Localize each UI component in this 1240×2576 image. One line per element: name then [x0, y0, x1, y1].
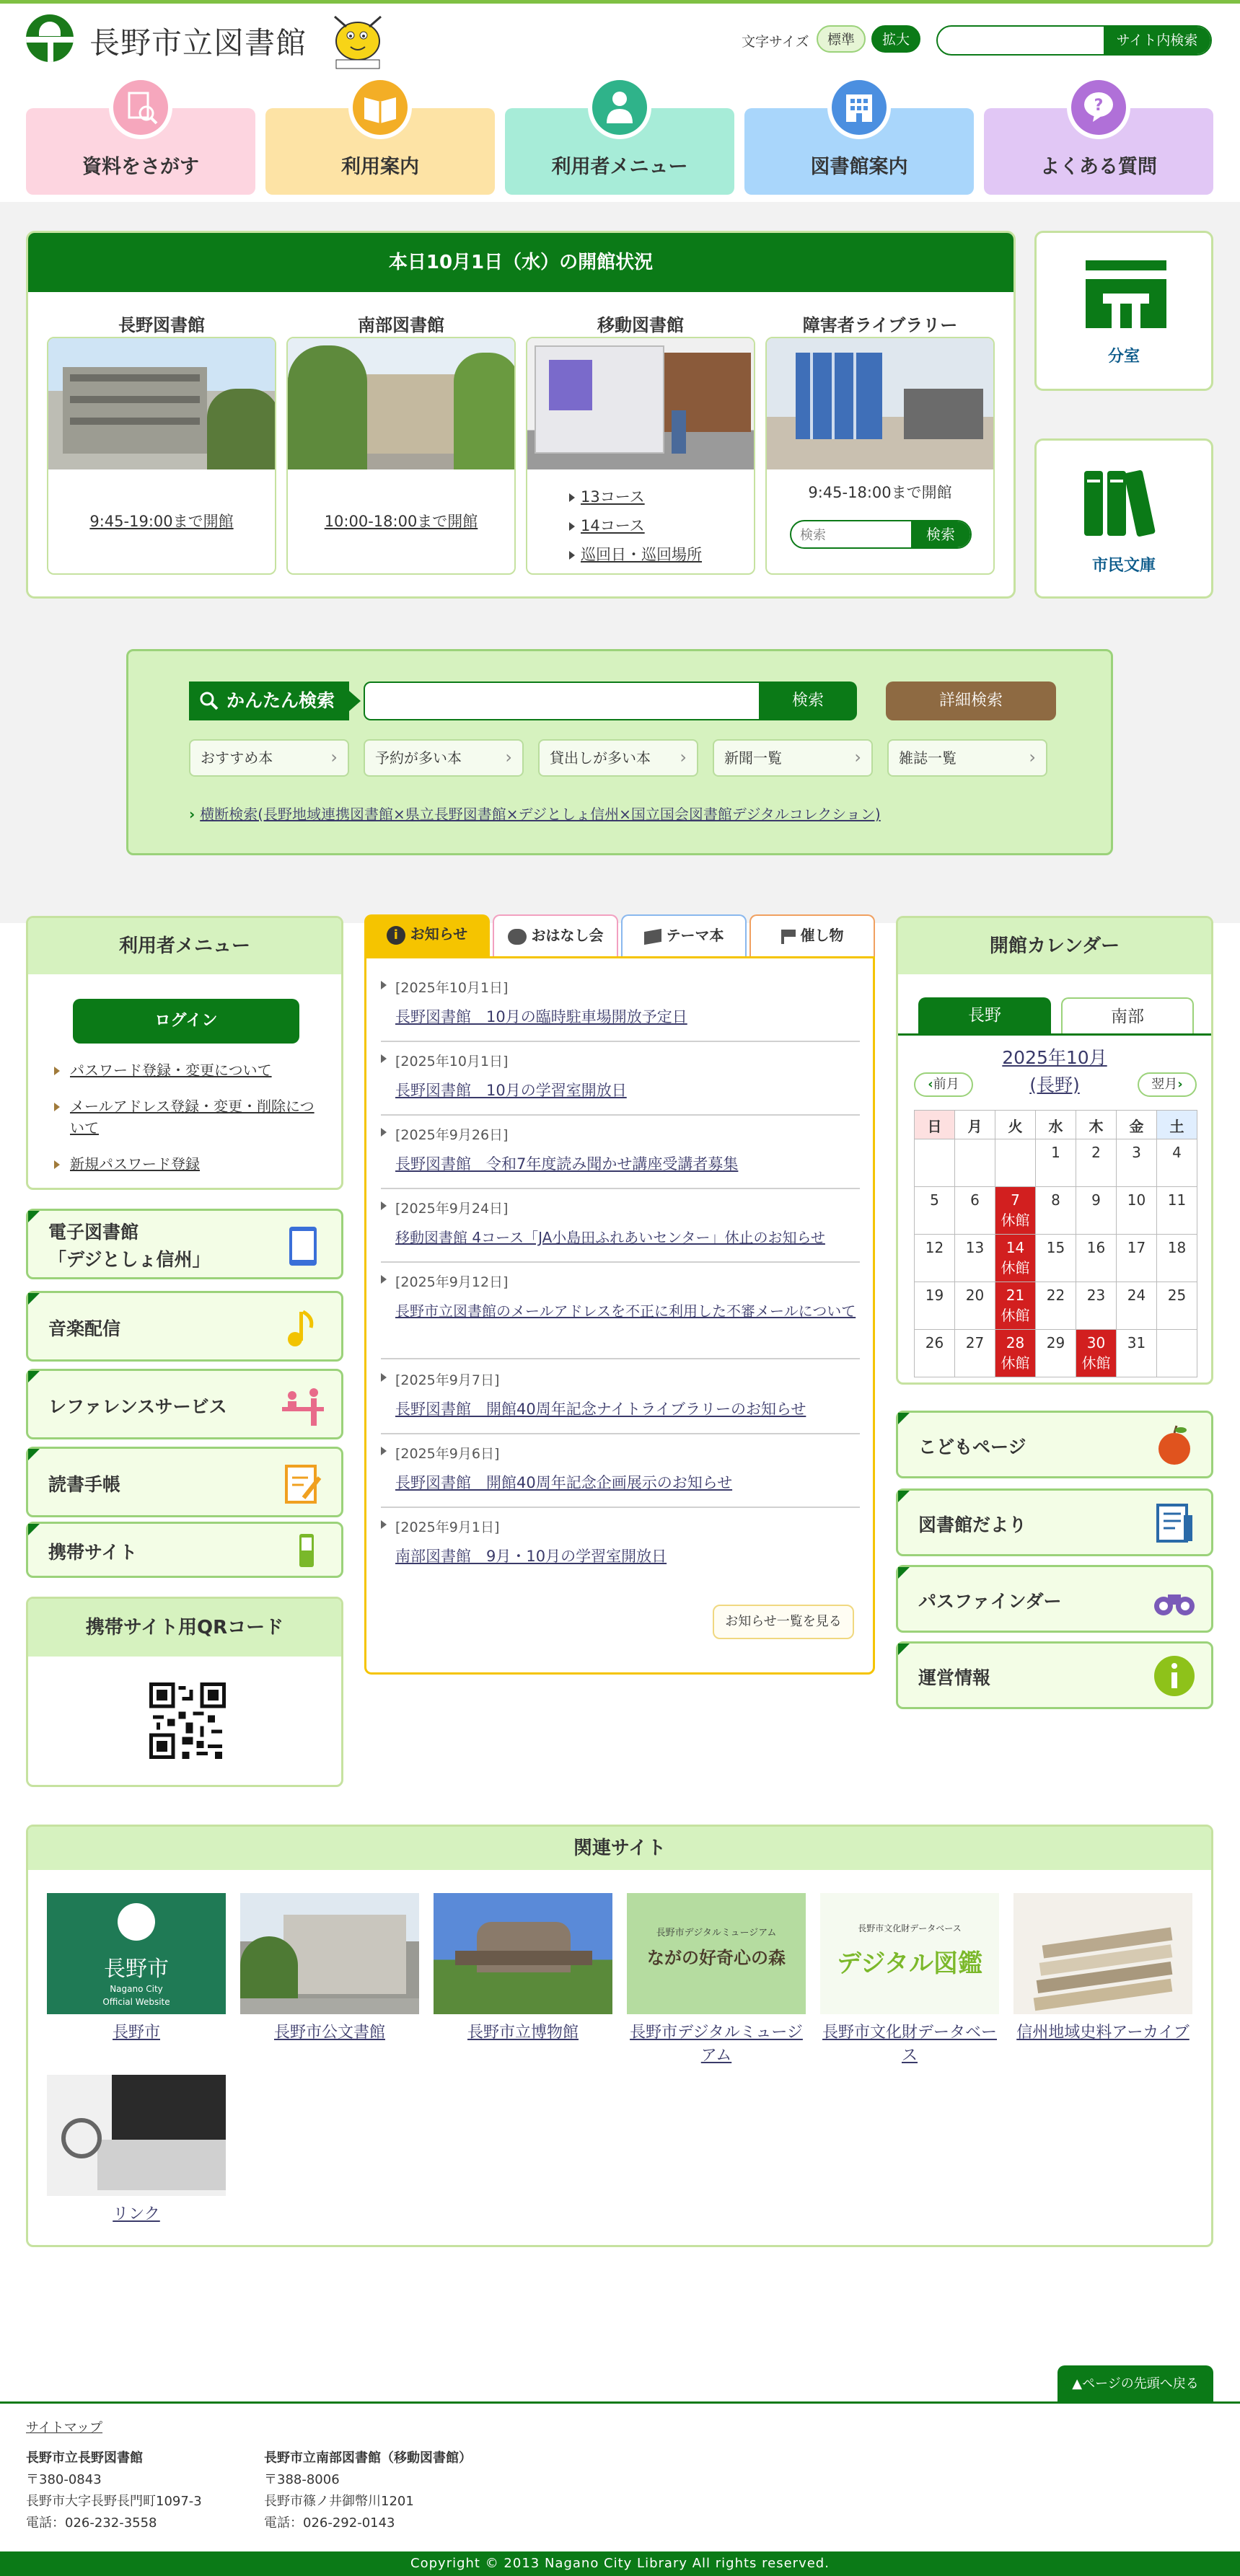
calendar-weekday: 月	[955, 1111, 995, 1139]
tab-theme-books[interactable]: テーマ本	[621, 914, 747, 956]
calendar-closed-day: 14 休館	[995, 1235, 1036, 1282]
related-links[interactable]	[47, 2075, 226, 2226]
library2-zip: 〒388-8006	[264, 2472, 340, 2487]
calendar-day: 9	[1076, 1187, 1117, 1235]
page-top-button[interactable]: ▲ページの先頭へ戻る	[1057, 2365, 1213, 2403]
calendar-title: 開館カレンダー	[898, 918, 1211, 974]
calendar-day: 13	[955, 1235, 995, 1282]
news-date: [2025年10月1日]	[381, 1051, 860, 1070]
newsletter-icon	[1152, 1501, 1197, 1545]
news-item	[381, 1443, 860, 1508]
bunshitsu-label: 分室	[1107, 348, 1140, 366]
related-shinshu-archive[interactable]	[1013, 1893, 1192, 2045]
library2-address: 長野市篠ノ井御幣川1201	[264, 2494, 414, 2509]
news-date: [2025年9月6日]	[381, 1443, 860, 1463]
kids-page-banner[interactable]	[896, 1411, 1213, 1478]
quick-search-button[interactable]: 検索	[759, 682, 857, 720]
mobile-site-banner[interactable]	[26, 1522, 343, 1578]
search-icon	[199, 691, 219, 711]
banner-label: 電子図書館	[48, 1222, 139, 1243]
calendar-day: 24	[1117, 1282, 1157, 1330]
calendar-day: 1	[1036, 1139, 1076, 1187]
branch-card[interactable]	[47, 337, 276, 575]
branch-card[interactable]	[286, 337, 516, 575]
calendar-closed-day: 30 休館	[1076, 1330, 1117, 1377]
branch-hours-link[interactable]: 9:45-19:00まで開館	[89, 513, 234, 530]
calendar-day: 25	[1157, 1282, 1197, 1330]
archives-photo	[240, 1893, 419, 2014]
site-search-input[interactable]	[948, 31, 1092, 50]
branch-card	[765, 337, 995, 575]
news-item	[381, 1271, 860, 1359]
notebook-pen-icon	[282, 1463, 324, 1505]
calendar-empty-cell	[955, 1139, 995, 1187]
branch-nanbu	[286, 311, 516, 575]
library1-tel: 電話：026-232-3558	[26, 2515, 157, 2531]
calendar-weekday: 火	[995, 1111, 1036, 1139]
branch-disability-library	[765, 311, 995, 575]
branch-name: 障害者ライブラリー	[802, 315, 958, 335]
calendar-panel	[896, 916, 1213, 1385]
news-link[interactable]: 南部図書館 9月・10月の学習室開放日	[395, 1548, 667, 1565]
quick-search-label: かんたん検索	[189, 682, 349, 720]
tab-events[interactable]: 催し物	[749, 914, 875, 956]
advanced-search-button[interactable]: 詳細検索	[886, 682, 1056, 720]
qr-code-title: 携帯サイト用QRコード	[28, 1599, 341, 1657]
news-item	[381, 1517, 860, 1582]
tablet-icon	[282, 1225, 324, 1267]
calendar-day: 15	[1036, 1235, 1076, 1282]
course-13-link[interactable]: 13コース	[569, 482, 754, 511]
calendar-day: 27	[955, 1330, 995, 1377]
info-icon: i	[387, 926, 405, 945]
most-borrowed-chip[interactable]: 貸出しが多い本 ›	[538, 739, 698, 777]
svg-text:?: ?	[1094, 97, 1104, 115]
news-item	[381, 1124, 860, 1189]
related-cultural-property-db[interactable]	[820, 1893, 999, 2068]
branch-mobile	[526, 311, 755, 575]
book-icon	[644, 928, 661, 944]
nav-label: 利用案内	[341, 156, 419, 178]
library-logo-icon[interactable]	[26, 14, 74, 62]
news-date: [2025年9月12日]	[381, 1271, 860, 1291]
branch-nagano	[47, 311, 276, 575]
news-item	[381, 977, 860, 1042]
calendar-weekday: 金	[1117, 1111, 1157, 1139]
calendar-grid	[914, 1110, 1197, 1377]
calendar-tab-nagano[interactable]: 長野	[918, 997, 1051, 1035]
site-search-box	[936, 25, 1212, 56]
course-14-link[interactable]: 14コース	[569, 511, 754, 540]
nav-faq[interactable]	[984, 97, 1213, 195]
news-date: [2025年9月26日]	[381, 1124, 860, 1144]
nav-label: 資料をさがす	[82, 156, 199, 178]
copyright: Copyright © 2013 Nagano City Library All rights reserved.	[0, 2551, 1240, 2576]
nav-usage-guide[interactable]	[265, 108, 495, 195]
related-site-name: 長野市公文書館	[273, 2024, 385, 2042]
calendar-day: 16	[1076, 1235, 1117, 1282]
calendar-day: 6	[955, 1187, 995, 1235]
calendar-weekday: 水	[1036, 1111, 1076, 1139]
calendar-day: 26	[915, 1330, 955, 1377]
related-site-name: 長野市デジタルミュージアム	[630, 2024, 803, 2065]
digital-library-banner[interactable]	[26, 1209, 343, 1279]
banner-label: こどもページ	[918, 1437, 1026, 1457]
cross-search-link[interactable]: › 横断検索(長野地域連携図書館×県立長野図書館×デジとしょ信州×国立国会図書館デジタルコレクション)	[189, 806, 881, 823]
branch-name: 長野図書館	[118, 315, 205, 335]
most-reserved-chip[interactable]: 予約が多い本 ›	[364, 739, 524, 777]
font-size-label: 文字サイズ	[742, 34, 809, 50]
search-document-icon	[113, 80, 168, 135]
management-info-banner[interactable]	[896, 1641, 1213, 1709]
shimin-bunko-link[interactable]	[1034, 438, 1213, 599]
mobile-phone-icon	[289, 1532, 324, 1570]
calendar-day: 31	[1117, 1330, 1157, 1377]
question-icon	[1071, 80, 1126, 135]
news-date: [2025年9月24日]	[381, 1198, 860, 1217]
related-digital-museum[interactable]	[627, 1893, 806, 2068]
library-newsletter-banner[interactable]	[896, 1488, 1213, 1556]
font-size-large-button[interactable]: 拡大	[871, 25, 920, 53]
library2-tel: 電話：026-292-0143	[264, 2515, 395, 2531]
banner-label: 携帯サイト	[48, 1542, 138, 1563]
calendar-empty-cell	[915, 1139, 955, 1187]
news-link[interactable]: 長野図書館 開館40周年記念ナイトライブラリーのお知らせ	[395, 1401, 806, 1418]
user-menu-panel	[26, 916, 343, 1190]
open-book-icon	[353, 80, 408, 135]
disability-library-photo	[767, 338, 993, 469]
calendar-tab-line	[898, 1033, 1211, 1036]
news-link[interactable]: 長野図書館 10月の学習室開放日	[395, 1082, 627, 1099]
newspaper-list-chip[interactable]: 新聞一覧 ›	[713, 739, 873, 777]
banner-label: レファレンスサービス	[48, 1396, 227, 1417]
related-sites-title: 関連サイト	[28, 1827, 1211, 1870]
quick-search-input[interactable]	[364, 682, 760, 720]
reading-notebook-banner[interactable]	[26, 1447, 343, 1517]
banner-label: 音楽配信	[48, 1318, 121, 1339]
calendar-day: 3	[1117, 1139, 1157, 1187]
nav-label: よくある質問	[1040, 156, 1157, 178]
binoculars-icon	[1152, 1577, 1197, 1622]
calendar-day: 18	[1157, 1235, 1197, 1282]
music-streaming-banner[interactable]	[26, 1291, 343, 1362]
archive-books-photo	[1013, 1893, 1192, 2014]
branch-name: 移動図書館	[597, 315, 684, 335]
qr-code-panel	[26, 1597, 343, 1787]
login-button[interactable]: ログイン	[73, 999, 299, 1044]
library2-name: 長野市立南部図書館（移動図書館）	[264, 2451, 472, 2466]
news-item	[381, 1051, 860, 1116]
related-museum[interactable]	[434, 1893, 612, 2045]
laptop-photo	[47, 2075, 226, 2196]
opening-status-title: 本日10月1日（水）の開館状況	[28, 233, 1013, 292]
nav-library-info[interactable]	[744, 108, 974, 195]
calendar-day: 12	[915, 1235, 955, 1282]
bunshitsu-link[interactable]	[1034, 231, 1213, 391]
calendar-branch[interactable]: (長野)	[1029, 1075, 1080, 1095]
banner-label: パスファインダー	[918, 1591, 1062, 1612]
calendar-day: 20	[955, 1282, 995, 1330]
reference-desk-icon	[282, 1385, 324, 1427]
disability-search-input[interactable]	[800, 526, 901, 544]
nagano-library-photo	[48, 338, 275, 469]
user-icon	[592, 80, 647, 135]
nav-user-menu[interactable]	[505, 108, 734, 195]
email-info-link[interactable]: メールアドレス登録・変更・削除について	[70, 1095, 315, 1139]
calendar-day: 2	[1076, 1139, 1117, 1187]
news-item	[381, 1198, 860, 1263]
calendar-day: 8	[1036, 1187, 1076, 1235]
calendar-empty-cell	[995, 1139, 1036, 1187]
nanbu-library-photo	[288, 338, 514, 469]
news-item	[381, 1369, 860, 1434]
calendar-weekday: 土	[1157, 1111, 1197, 1139]
branch-hours: 9:45-18:00まで開館	[808, 484, 952, 501]
calendar-day: 23	[1076, 1282, 1117, 1330]
related-site-name: 長野市	[112, 2024, 160, 2042]
opening-status-panel	[26, 231, 1016, 599]
calendar-tab-nanbu[interactable]: 南部	[1061, 997, 1194, 1035]
news-panel	[364, 956, 875, 1675]
calendar-day: 22	[1036, 1282, 1076, 1330]
disability-library-search	[790, 520, 972, 549]
mascot-character-icon	[322, 9, 394, 71]
font-size-standard-button[interactable]: 標準	[817, 25, 866, 53]
qr-code-image	[149, 1682, 226, 1759]
related-sites-panel	[26, 1825, 1213, 2247]
calendar-weekday: 日	[915, 1111, 955, 1139]
calendar-day: 11	[1157, 1187, 1197, 1235]
calendar-empty-cell	[1157, 1330, 1197, 1377]
banner-label-sub: 「デジとしょ信州」	[48, 1249, 211, 1270]
library1-zip: 〒380-0843	[26, 2472, 102, 2487]
new-password-link[interactable]: 新規パスワード登録	[70, 1153, 315, 1175]
building-icon	[832, 80, 887, 135]
sitemap-link[interactable]: サイトマップ	[26, 2420, 103, 2435]
music-note-icon	[282, 1307, 324, 1349]
museum-photo	[434, 1893, 612, 2014]
calendar-weekday: 木	[1076, 1111, 1117, 1139]
banner-label: 読書手帳	[48, 1474, 121, 1495]
footer-info	[26, 2417, 472, 2531]
news-date: [2025年10月1日]	[381, 977, 860, 997]
related-site-name: 長野市立博物館	[467, 2024, 579, 2042]
branch-name: 南部図書館	[358, 315, 444, 335]
apple-icon	[1152, 1423, 1197, 1468]
nav-label: 図書館案内	[810, 156, 908, 178]
related-site-name: 信州地域史料アーカイブ	[1016, 2024, 1190, 2042]
nav-search-materials[interactable]	[26, 108, 255, 195]
recommended-books-chip[interactable]: おすすめ本 ›	[189, 739, 349, 777]
news-date: [2025年9月1日]	[381, 1517, 860, 1536]
news-link[interactable]: 移動図書館 4コース「JA小島田ふれあいセンター」休止のお知らせ	[395, 1229, 825, 1246]
news-link[interactable]: 長野市立図書館のメールアドレスを不正に利用した不審メールについて	[395, 1302, 856, 1320]
calendar-month[interactable]: 2025年10月	[1002, 1047, 1107, 1068]
news-date: [2025年9月7日]	[381, 1369, 860, 1389]
branch-office-icon	[1086, 260, 1166, 328]
tab-news[interactable]: i お知らせ	[364, 914, 490, 956]
calendar-closed-day: 21 休館	[995, 1282, 1036, 1330]
branch-hours-link[interactable]: 10:00-18:00まで開館	[324, 513, 478, 530]
branch-card	[526, 337, 755, 575]
calendar-closed-day: 28 休館	[995, 1330, 1036, 1377]
flag-icon	[781, 930, 796, 944]
calendar-next-button[interactable]: 翌月›	[1138, 1072, 1197, 1097]
tab-storytime[interactable]: おはなし会	[493, 914, 618, 956]
related-nagano-city[interactable]	[47, 1893, 226, 2045]
nagano-city-logo: 長野市 Nagano City Official Website	[47, 1893, 226, 2014]
info-icon	[1152, 1654, 1197, 1698]
footer-divider	[0, 2401, 1240, 2404]
route-schedule-link[interactable]: 巡回日・巡回場所	[569, 540, 754, 569]
library1-address: 長野市大字長野長門町1097-3	[26, 2494, 202, 2509]
related-site-name: 長野市文化財データベース	[822, 2024, 997, 2065]
calendar-day: 17	[1117, 1235, 1157, 1282]
news-link[interactable]: 長野図書館 開館40周年記念企画展示のお知らせ	[395, 1474, 733, 1491]
quick-search-panel	[126, 649, 1113, 855]
calendar-day: 29	[1036, 1330, 1076, 1377]
calendar-day: 10	[1117, 1187, 1157, 1235]
calendar-day: 5	[915, 1187, 955, 1235]
news-link[interactable]: 長野図書館 10月の臨時駐車場開放予定日	[395, 1008, 687, 1025]
cultural-db-logo: 長野市文化財データベース デジタル図鑑	[820, 1893, 999, 2014]
site-search-button[interactable]: サイト内検索	[1104, 27, 1210, 54]
banner-label: 運営情報	[918, 1667, 991, 1688]
mobile-library-photo	[527, 338, 754, 469]
calendar-closed-day: 7 休館	[995, 1187, 1036, 1235]
site-title[interactable]: 長野市立図書館	[89, 25, 307, 61]
chat-bubble-icon	[508, 929, 527, 945]
mobile-library-links	[569, 482, 754, 569]
shimin-bunko-label: 市民文庫	[1091, 557, 1156, 575]
banner-label: 図書館だより	[918, 1514, 1027, 1535]
calendar-prev-button[interactable]: ‹前月	[914, 1072, 973, 1097]
disability-search-button[interactable]: 検索	[911, 521, 970, 547]
books-icon	[1084, 467, 1168, 539]
library1-name: 長野市立長野図書館	[26, 2451, 143, 2466]
pathfinder-banner[interactable]	[896, 1565, 1213, 1633]
password-info-link[interactable]: パスワード登録・変更について	[70, 1059, 315, 1081]
user-menu-links	[70, 1059, 315, 1189]
related-site-name: リンク	[113, 2205, 160, 2223]
nav-label: 利用者メニュー	[551, 156, 688, 178]
site-header	[0, 4, 1240, 202]
user-menu-title: 利用者メニュー	[28, 918, 341, 974]
calendar-day: 4	[1157, 1139, 1197, 1187]
related-archives[interactable]	[240, 1893, 419, 2045]
reference-service-banner[interactable]	[26, 1369, 343, 1439]
digital-museum-logo: 長野市デジタルミュージアム ながの好奇心の森	[627, 1893, 806, 2014]
calendar-day: 19	[915, 1282, 955, 1330]
news-link[interactable]: 長野図書館 令和7年度読み聞かせ講座受講者募集	[395, 1155, 739, 1173]
news-more-button[interactable]: お知らせ一覧を見る	[713, 1605, 854, 1639]
magazine-list-chip[interactable]: 雑誌一覧 ›	[887, 739, 1047, 777]
